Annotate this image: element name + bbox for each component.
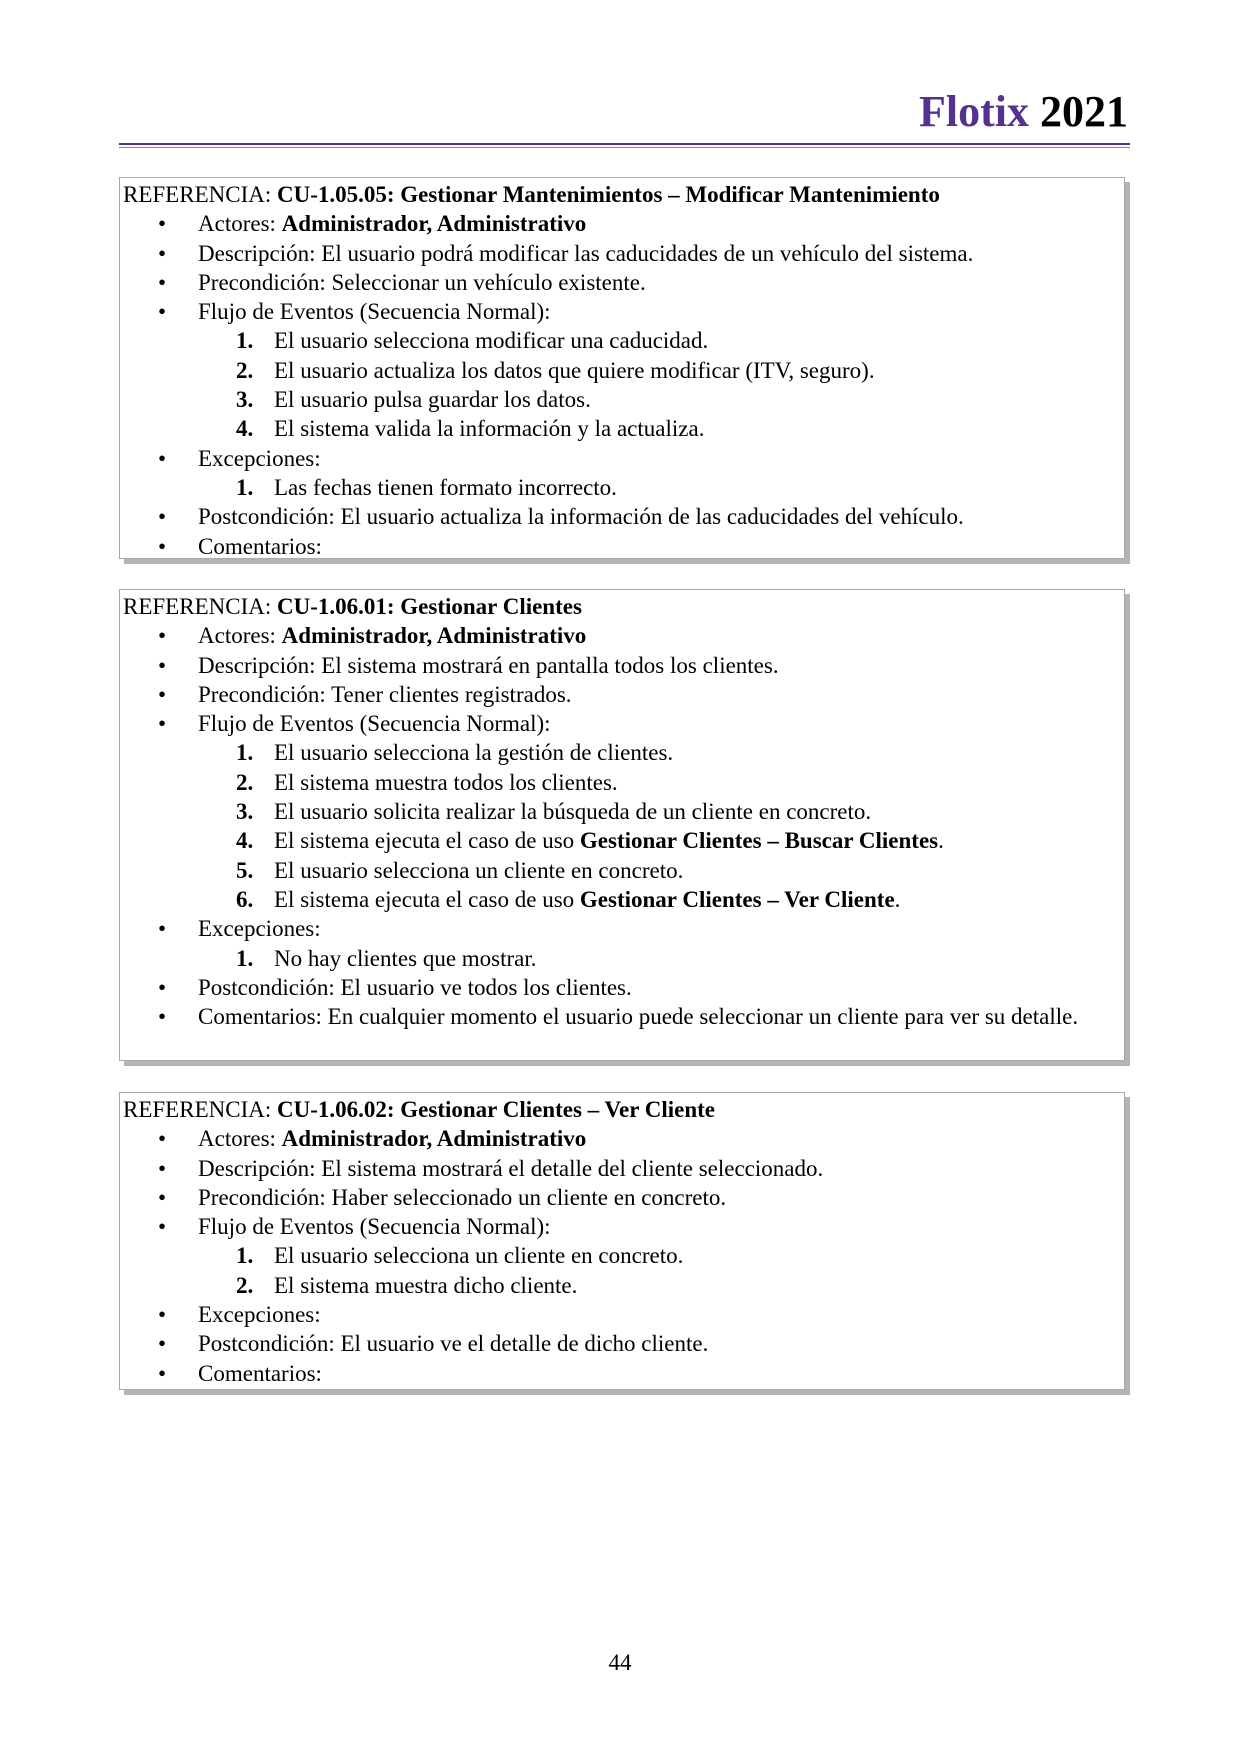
text-run: El usuario selecciona la gestión de clientes. [274, 740, 674, 766]
bullet-icon: • [158, 1360, 167, 1386]
step-number: 5. [236, 857, 254, 883]
text-run: Excepciones: [198, 916, 321, 942]
reference-code: CU-1.06.01: Gestionar Clientes [276, 594, 582, 619]
numbered-step [120, 1271, 1124, 1300]
numbered-step [120, 326, 1124, 355]
reference-label: REFERENCIA: [123, 182, 277, 207]
page-number: 44 [608, 1650, 632, 1675]
text-run: No hay clientes que mostrar. [274, 945, 537, 971]
bold-text: Administrador, Administrativo [281, 211, 587, 237]
bullet-icon: • [158, 240, 167, 266]
text-run: El usuario actualiza los datos que quiere modificar (ITV, seguro). [274, 357, 875, 383]
numbered-step [120, 885, 1124, 914]
numbered-step [120, 797, 1124, 826]
use-case-table [119, 1092, 1125, 1390]
step-number: 3. [236, 387, 254, 413]
bullet-icon: • [158, 974, 167, 1000]
numbered-step [120, 1241, 1124, 1270]
step-number: 1. [236, 1243, 254, 1269]
text-run: Flujo de Eventos (Secuencia Normal): [198, 711, 551, 737]
text-run: El sistema ejecuta el caso de uso [274, 828, 580, 854]
step-number: 4. [236, 828, 254, 854]
header-rule [119, 143, 1130, 145]
bullet-icon: • [158, 445, 167, 471]
text-run: El usuario selecciona un cliente en concreto. [274, 857, 684, 883]
text-run: Descripción: El sistema mostrará en pantalla todos los clientes. [198, 652, 779, 678]
step-number: 1. [236, 740, 254, 766]
bullet-item [120, 914, 1124, 943]
text-run: El usuario solicita realizar la búsqueda de un cliente en concreto. [274, 799, 872, 825]
bullet-icon: • [158, 211, 167, 237]
bullet-icon: • [158, 623, 167, 649]
text-run: El usuario selecciona modificar una caducidad. [274, 328, 709, 354]
document-header-title [919, 86, 1128, 138]
reference-line [120, 1095, 1124, 1124]
bullet-icon: • [158, 916, 167, 942]
header-rule-thin [119, 147, 1130, 148]
numbered-step [120, 385, 1124, 414]
bullet-item [120, 502, 1124, 531]
bullet-icon: • [158, 1214, 167, 1240]
text-run: Flujo de Eventos (Secuencia Normal): [198, 1214, 551, 1240]
reference-line [120, 180, 1124, 209]
bullet-item [120, 1183, 1124, 1212]
text-run: El sistema ejecuta el caso de uso [274, 886, 580, 912]
reference-code: CU-1.05.05: Gestionar Mantenimientos – Modificar Mantenimiento [276, 182, 940, 207]
bullet-item [120, 1212, 1124, 1241]
text-run: Flujo de Eventos (Secuencia Normal): [198, 299, 551, 325]
step-number: 2. [236, 357, 254, 383]
text-run: . [938, 828, 944, 854]
reference-line [120, 592, 1124, 621]
step-number: 6. [236, 886, 254, 912]
bullet-icon: • [158, 652, 167, 678]
reference-code: CU-1.06.02: Gestionar Clientes – Ver Cliente [276, 1097, 716, 1122]
bullet-item [120, 709, 1124, 738]
bullet-icon: • [158, 711, 167, 737]
text-run: Comentarios: En cualquier momento el usuario puede seleccionar un cliente para ver su detalle. [198, 1004, 1079, 1030]
bullet-icon: • [158, 533, 167, 559]
bullet-icon: • [158, 1126, 167, 1152]
step-number: 1. [236, 328, 254, 354]
bullet-icon: • [158, 299, 167, 325]
text-run: El sistema muestra dicho cliente. [274, 1272, 578, 1298]
bullet-item [120, 1124, 1124, 1153]
text-run: Precondición: Seleccionar un vehículo existente. [198, 269, 646, 295]
bold-text: Administrador, Administrativo [281, 1126, 587, 1152]
header-year: 2021 [1040, 87, 1128, 136]
step-number: 2. [236, 769, 254, 795]
bullet-item [120, 532, 1124, 561]
bullet-icon: • [158, 1302, 167, 1328]
text-run: Postcondición: El usuario actualiza la información de las caducidades del vehículo. [198, 504, 964, 530]
bullet-item [120, 1002, 1124, 1031]
step-number: 2. [236, 1272, 254, 1298]
text-run: Descripción: El usuario podrá modificar las caducidades de un vehículo del sistema. [198, 240, 974, 266]
text-run: El usuario selecciona un cliente en concreto. [274, 1243, 684, 1269]
text-run: Comentarios: [198, 1360, 322, 1386]
numbered-step [120, 944, 1124, 973]
bullet-icon: • [158, 1184, 167, 1210]
text-run: El sistema valida la información y la actualiza. [274, 416, 705, 442]
numbered-step [120, 826, 1124, 855]
bullet-icon: • [158, 681, 167, 707]
bullet-item [120, 651, 1124, 680]
reference-label: REFERENCIA: [123, 594, 277, 619]
numbered-step [120, 856, 1124, 885]
numbered-step [120, 414, 1124, 443]
bullet-item [120, 1154, 1124, 1183]
use-case-table [119, 177, 1125, 559]
bullet-icon: • [158, 269, 167, 295]
text-run: El usuario pulsa guardar los datos. [274, 387, 591, 413]
text-run: Actores: [198, 211, 282, 237]
bold-text: Administrador, Administrativo [281, 623, 587, 649]
bold-text: Gestionar Clientes – Buscar Clientes [579, 828, 939, 854]
numbered-step [120, 738, 1124, 767]
step-number: 3. [236, 799, 254, 825]
bold-text: Gestionar Clientes – Ver Cliente [579, 886, 895, 912]
text-run: . [894, 886, 901, 912]
bullet-icon: • [158, 504, 167, 530]
use-case-table [119, 589, 1125, 1061]
text-run: Postcondición: El usuario ve todos los clientes. [198, 974, 632, 1000]
step-number: 1. [236, 474, 254, 500]
bullet-item [120, 444, 1124, 473]
bullet-item [120, 621, 1124, 650]
bullet-icon: • [158, 1155, 167, 1181]
text-run: Actores: [198, 623, 282, 649]
text-run: Excepciones: [198, 1302, 321, 1328]
bullet-icon: • [158, 1004, 167, 1030]
bullet-item [120, 239, 1124, 268]
bullet-item [120, 1300, 1124, 1329]
brand-name: Flotix [919, 87, 1029, 136]
text-run: Descripción: El sistema mostrará el detalle del cliente seleccionado. [198, 1155, 824, 1181]
numbered-step [120, 768, 1124, 797]
text-run: Comentarios: [198, 533, 322, 559]
text-run: El sistema muestra todos los clientes. [274, 769, 618, 795]
bullet-item [120, 680, 1124, 709]
bullet-icon: • [158, 1331, 167, 1357]
text-run: Precondición: Haber seleccionado un cliente en concreto. [198, 1184, 727, 1210]
step-number: 4. [236, 416, 254, 442]
bullet-item [120, 297, 1124, 326]
text-run: Precondición: Tener clientes registrados. [198, 681, 572, 707]
bullet-item [120, 209, 1124, 238]
text-run: Las fechas tienen formato incorrecto. [274, 474, 617, 500]
step-number: 1. [236, 945, 254, 971]
bullet-item [120, 1329, 1124, 1358]
numbered-step [120, 473, 1124, 502]
text-run: Actores: [198, 1126, 282, 1152]
text-run: Excepciones: [198, 445, 321, 471]
bullet-item [120, 1359, 1124, 1388]
text-run: Postcondición: El usuario ve el detalle de dicho cliente. [198, 1331, 709, 1357]
reference-label: REFERENCIA: [123, 1097, 277, 1122]
numbered-step [120, 356, 1124, 385]
bullet-item [120, 268, 1124, 297]
bullet-item [120, 973, 1124, 1002]
